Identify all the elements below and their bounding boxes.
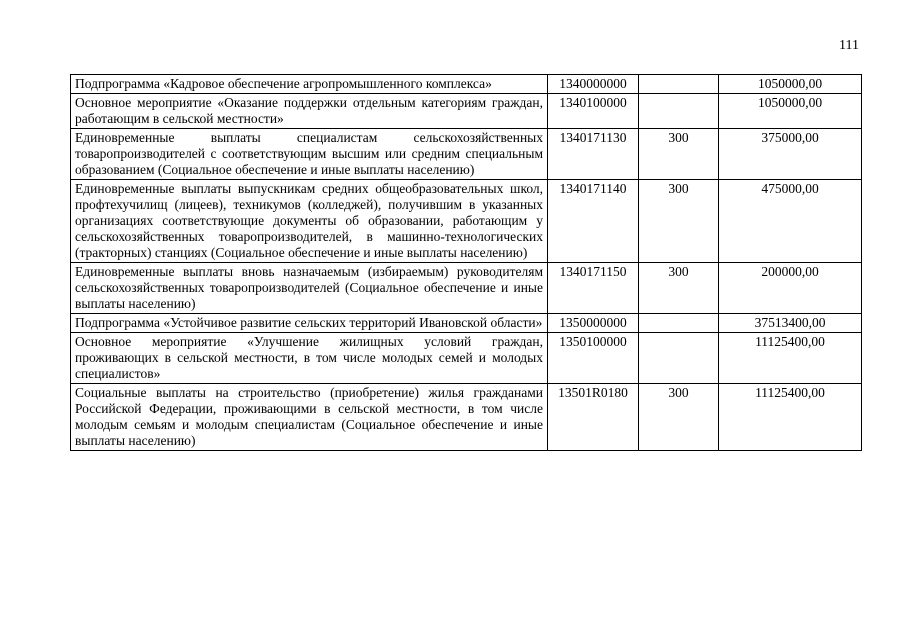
row-expense-type: 300 <box>639 384 719 451</box>
row-amount: 375000,00 <box>719 129 862 180</box>
row-name: Единовременные выплаты вновь назначаемым (избираемым) руководителям сельскохозяйственных товаропроизводителей (Социальное обеспечение и иные выплаты населению) <box>71 263 548 314</box>
row-name: Основное мероприятие «Улучшение жилищных условий граждан, проживающих в сельской местности, в том числе молодых семей и молодых специалистов» <box>71 333 548 384</box>
table-row <box>71 384 862 451</box>
row-name: Основное мероприятие «Оказание поддержки отдельным категориям граждан, работающим в сельской местности» <box>71 94 548 129</box>
table-row <box>71 129 862 180</box>
row-code: 1350100000 <box>548 333 639 384</box>
row-code: 13501R0180 <box>548 384 639 451</box>
table-row <box>71 314 862 333</box>
row-name: Единовременные выплаты выпускникам средних общеобразовательных школ, профтехучилищ (лицеев), техникумов (колледжей), получившим в указанных организациях соответствующие документы об образовании, работающим у сельскохозяйственных товаропроизводителей, в машинно-технологических (тракторных) станциях (Социальное обеспечение и иные выплаты населению) <box>71 180 548 263</box>
row-expense-type <box>639 75 719 94</box>
row-code: 1340171130 <box>548 129 639 180</box>
row-amount: 475000,00 <box>719 180 862 263</box>
row-code: 1340100000 <box>548 94 639 129</box>
row-expense-type <box>639 94 719 129</box>
row-amount: 1050000,00 <box>719 94 862 129</box>
row-expense-type: 300 <box>639 263 719 314</box>
row-amount: 200000,00 <box>719 263 862 314</box>
row-code: 1340171140 <box>548 180 639 263</box>
row-code: 1340171150 <box>548 263 639 314</box>
table-row <box>71 75 862 94</box>
row-name: Социальные выплаты на строительство (приобретение) жилья гражданами Российской Федерации, проживающими в сельской местности, в том числе молодым семьям и молодым специалистам (Социальное обеспечение и иные выплаты населению) <box>71 384 548 451</box>
table-row <box>71 333 862 384</box>
table-row <box>71 180 862 263</box>
row-expense-type: 300 <box>639 129 719 180</box>
table-row <box>71 94 862 129</box>
row-code: 1350000000 <box>548 314 639 333</box>
row-code: 1340000000 <box>548 75 639 94</box>
row-name: Подпрограмма «Кадровое обеспечение агропромышленного комплекса» <box>71 75 548 94</box>
page-number: 111 <box>839 38 859 53</box>
row-amount: 11125400,00 <box>719 333 862 384</box>
row-expense-type <box>639 333 719 384</box>
row-amount: 37513400,00 <box>719 314 862 333</box>
table-row <box>71 263 862 314</box>
row-expense-type <box>639 314 719 333</box>
row-name: Единовременные выплаты специалистам сельскохозяйственных товаропроизводителей с соответствующим высшим или средним специальным образованием (Социальное обеспечение и иные выплаты населению) <box>71 129 548 180</box>
budget-table <box>70 74 862 451</box>
row-name: Подпрограмма «Устойчивое развитие сельских территорий Ивановской области» <box>71 314 548 333</box>
row-expense-type: 300 <box>639 180 719 263</box>
row-amount: 1050000,00 <box>719 75 862 94</box>
row-amount: 11125400,00 <box>719 384 862 451</box>
